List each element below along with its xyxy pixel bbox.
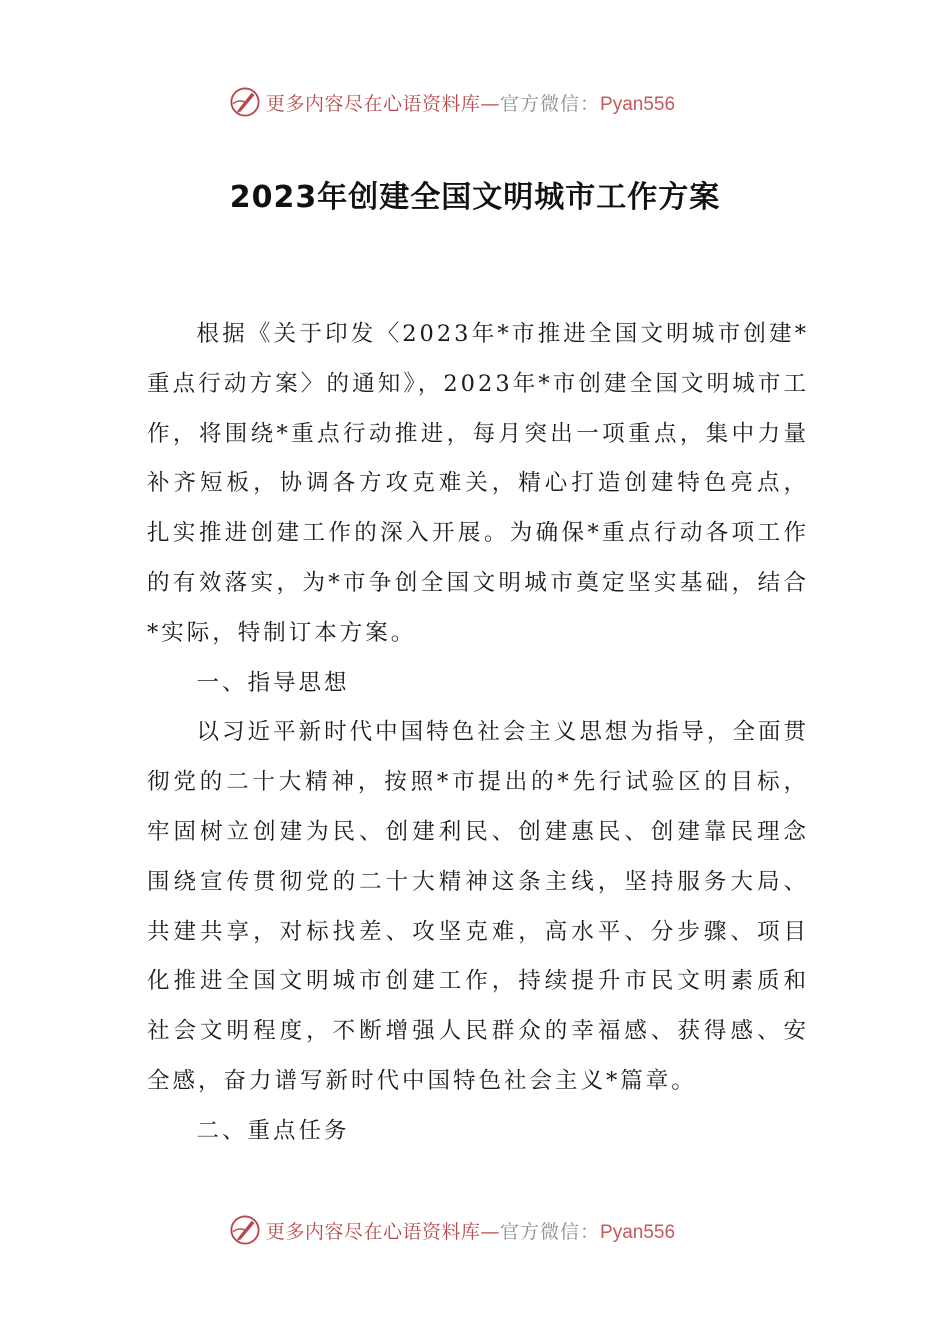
watermark-account: Pyan556 [600,1221,676,1243]
document-title: 2023年创建全国文明城市工作方案 [229,180,721,215]
watermark-account: Pyan556 [600,93,676,115]
heading-key-tasks: 二、重点任务 [196,1117,350,1144]
watermark-text [266,89,675,116]
watermark-separator: — [480,92,501,115]
pen-logo-icon [228,1213,262,1247]
header-watermark [228,84,675,120]
paragraph-guiding-ideology: 以习近平新时代中国特色社会主义思想为指导，全面贯彻党的二十大精神，按照*市提出的*先行试验区的目标，牢固树立创建为民、创建利民、创建惠民、创建靠民理念围绕宣传贯彻党的二十大精神这条主线，坚持服务大局、共建共享，对标找差、攻坚克难，高水平、分步骤、项目化推进全国文明城市创建工作，持续提升市民文明素质和社会文明程度，不断增强人民群众的幸福感、获得感、安全感，奋力谱写新时代中国特色社会主义*篇章。 [147,719,809,1094]
watermark-text [266,1217,675,1244]
heading-guiding-ideology: 一、指导思想 [196,669,350,696]
document-body [147,310,809,1157]
watermark-brand: 更多内容尽在心语资料库 [266,92,481,115]
watermark-official: 官方微信： [500,1220,601,1243]
watermark-brand: 更多内容尽在心语资料库 [266,1220,481,1243]
watermark-separator: — [480,1220,501,1243]
paragraph-intro: 根据《关于印发〈2023年*市推进全国文明城市创建*重点行动方案〉的通知》，2023年*市创建全国文明城市工作，将围绕*重点行动推进，每月突出一项重点，集中力量补齐短板，协调各方攻克难关，精心打造创建特色亮点，扎实推进创建工作的深入开展。为确保*重点行动各项工作的有效落实，为*市争创全国文明城市奠定坚实基础，结合*实际，特制订本方案。 [147,321,809,646]
footer-watermark [228,1212,675,1248]
pen-logo-icon [228,85,262,119]
watermark-official: 官方微信： [500,92,601,115]
